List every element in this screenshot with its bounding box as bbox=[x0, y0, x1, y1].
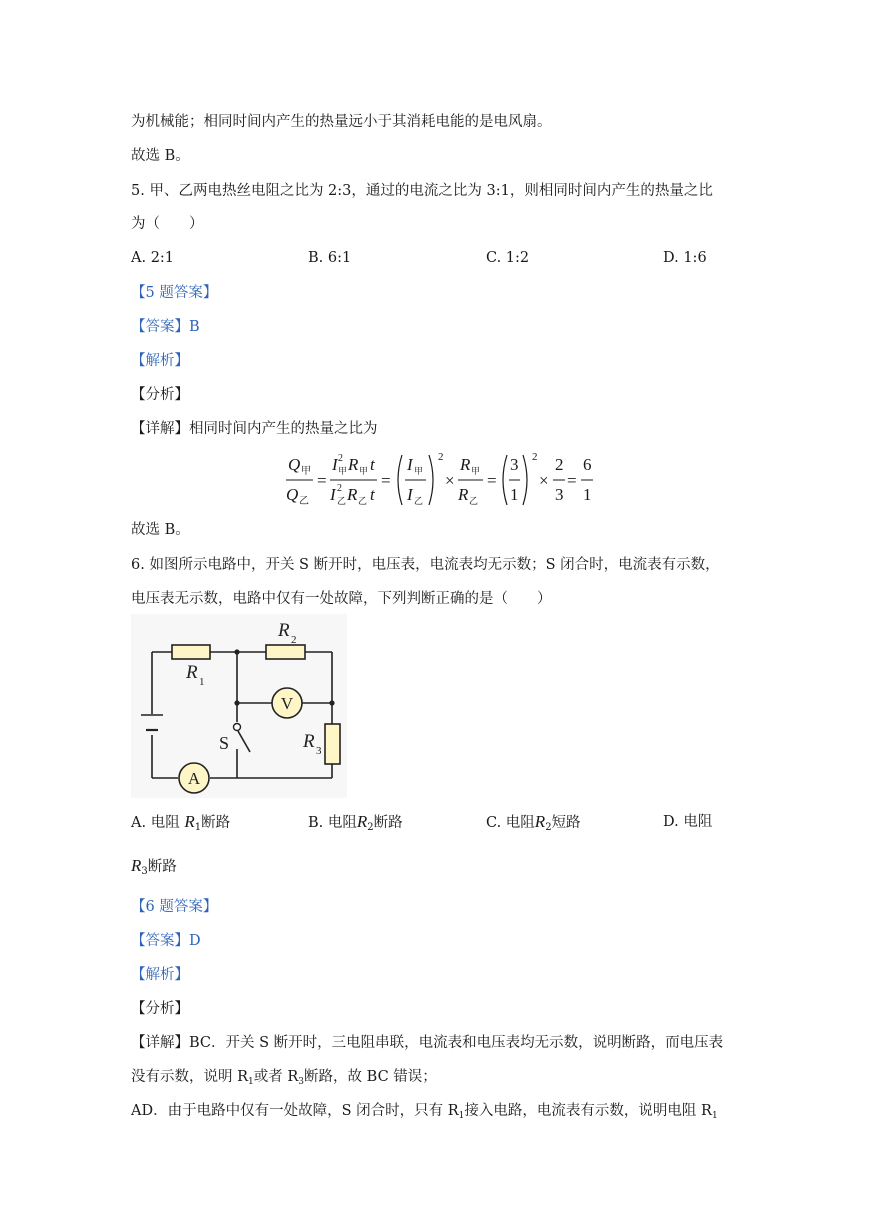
sub-yi: 乙 bbox=[299, 496, 309, 507]
subscript: 3 bbox=[298, 1077, 305, 1087]
r2-subscript: 2 bbox=[291, 634, 297, 646]
r-symbol: R bbox=[534, 812, 546, 831]
detail-text: 没有示数，说明 R bbox=[131, 1069, 249, 1085]
question-6-stem: 6. 如图所示电路中，开关 S 断开时，电压表，电流表均无示数；S 闭合时，电流表有示数， bbox=[131, 557, 720, 573]
r-symbol: R bbox=[131, 856, 142, 875]
switch-label: S bbox=[219, 733, 230, 753]
equals-sign: = bbox=[487, 471, 497, 490]
voltmeter-label: V bbox=[280, 694, 294, 713]
subscript: 2 bbox=[367, 822, 374, 833]
option-text: 断路 bbox=[201, 815, 231, 831]
sub-yi: 乙 bbox=[358, 496, 368, 506]
text-line: 故选 B。 bbox=[131, 148, 190, 164]
detail-text: AD．由于电路中仅有一处故障，S 闭合时，只有 R bbox=[131, 1103, 459, 1119]
i-symbol: I bbox=[407, 485, 413, 504]
question-5-stem: 5. 甲、乙两电热丝电阻之比为 2:3，通过的电流之比为 3:1，则相同时间内产生的热量之比 bbox=[131, 183, 713, 199]
q5-analysis-heading: 【解析】 bbox=[131, 353, 189, 369]
detail-text: 或者 R bbox=[253, 1069, 299, 1085]
q6-option-a bbox=[131, 812, 230, 838]
q6-option-d-cont bbox=[131, 856, 177, 882]
question-5-stem-cont: 为（ ） bbox=[131, 216, 204, 232]
r-symbol: R bbox=[356, 812, 368, 831]
option-text: B. 电阻 bbox=[308, 815, 357, 831]
i-symbol: I bbox=[407, 455, 413, 474]
q6-detail-1: 【详解】BC．开关 S 断开时，三电阻串联，电流表和电压表均无示数，说明断路，而电压表 bbox=[131, 1035, 724, 1051]
option-text: 断路 bbox=[147, 859, 177, 875]
times-sign: × bbox=[445, 471, 455, 490]
q5-option-d: D. 1:6 bbox=[663, 250, 707, 266]
times-sign: × bbox=[539, 471, 549, 490]
subscript: 1 bbox=[711, 1111, 718, 1121]
text-line: 为机械能；相同时间内产生的热量远小于其消耗电能的是电风扇。 bbox=[131, 114, 552, 130]
circuit-diagram bbox=[131, 614, 347, 798]
subscript: 1 bbox=[248, 1077, 254, 1087]
fraction-number: 3 bbox=[510, 455, 519, 474]
square: 2 bbox=[337, 483, 342, 494]
sub-yi: 乙 bbox=[337, 496, 347, 506]
i-symbol: I bbox=[330, 485, 336, 504]
option-text: 断路 bbox=[373, 815, 403, 831]
r-symbol: R bbox=[460, 455, 471, 474]
q-yi-den: Q bbox=[286, 485, 299, 504]
r-symbol: R bbox=[348, 455, 359, 474]
fraction-number: 2 bbox=[555, 455, 564, 474]
fraction-number: 6 bbox=[583, 455, 592, 474]
square: 2 bbox=[532, 451, 538, 463]
sub-jia: 甲 bbox=[301, 466, 311, 477]
sub-jia: 甲 bbox=[414, 466, 424, 476]
fraction-number: 3 bbox=[555, 485, 564, 504]
q6-answer: 【答案】D bbox=[131, 933, 201, 949]
q6-analysis-heading: 【解析】 bbox=[131, 967, 189, 983]
r1-subscript: 1 bbox=[199, 676, 205, 688]
resistor-r3 bbox=[325, 724, 340, 764]
option-text: A. 电阻 bbox=[131, 815, 185, 831]
q5-detail: 【详解】相同时间内产生的热量之比为 bbox=[131, 421, 378, 437]
square: 2 bbox=[438, 451, 444, 463]
r3-subscript: 3 bbox=[316, 745, 322, 757]
q5-answer: 【答案】B bbox=[131, 319, 200, 335]
sub-yi: 乙 bbox=[469, 496, 479, 506]
r3-label: R bbox=[303, 731, 315, 752]
sub-yi: 乙 bbox=[414, 496, 424, 506]
i-symbol: I bbox=[332, 455, 338, 474]
q5-option-b: B. 6:1 bbox=[308, 250, 352, 266]
subscript: 1 bbox=[458, 1111, 465, 1121]
q6-option-d: D. 电阻 bbox=[663, 814, 713, 830]
r-symbol: R bbox=[458, 485, 469, 504]
q5-fenxi: 【分析】 bbox=[131, 387, 189, 403]
q6-detail-2 bbox=[131, 1067, 437, 1092]
t-symbol: t bbox=[370, 485, 375, 504]
q5-option-a: A. 2:1 bbox=[131, 250, 175, 266]
q6-option-c bbox=[486, 812, 581, 838]
resistor-r1 bbox=[172, 645, 210, 659]
ammeter-label: A bbox=[187, 769, 201, 788]
square: 2 bbox=[338, 453, 343, 464]
option-text: C. 电阻 bbox=[486, 815, 535, 831]
equals-sign: = bbox=[567, 471, 577, 490]
sub-jia: 甲 bbox=[338, 466, 348, 476]
q5-option-c: C. 1:2 bbox=[486, 250, 530, 266]
subscript: 2 bbox=[545, 822, 552, 833]
sub-jia: 甲 bbox=[359, 466, 369, 476]
q5-answer-heading: 【5 题答案】 bbox=[131, 285, 218, 301]
detail-text: 接入电路，电流表有示数，说明电阻 R bbox=[464, 1103, 712, 1119]
q5-conclusion: 故选 B。 bbox=[131, 522, 190, 538]
subscript: 3 bbox=[141, 866, 148, 877]
r2-label: R bbox=[278, 620, 290, 641]
r-symbol: R bbox=[347, 485, 358, 504]
heat-ratio-formula bbox=[280, 448, 600, 514]
option-text: 短路 bbox=[551, 815, 581, 831]
r-symbol: R bbox=[184, 812, 195, 831]
fraction-number: 1 bbox=[510, 485, 519, 504]
fraction-number: 1 bbox=[583, 485, 592, 504]
resistor-r2 bbox=[266, 645, 305, 659]
sub-jia: 甲 bbox=[471, 466, 481, 476]
t-symbol: t bbox=[370, 455, 375, 474]
q6-fenxi: 【分析】 bbox=[131, 1001, 189, 1017]
detail-text: 断路，故 BC 错误； bbox=[304, 1069, 437, 1085]
equals-sign: = bbox=[317, 471, 327, 490]
q6-detail-3 bbox=[131, 1101, 718, 1126]
q6-answer-heading: 【6 题答案】 bbox=[131, 899, 218, 915]
q-jia-num: Q bbox=[288, 455, 301, 474]
equals-sign: = bbox=[381, 471, 391, 490]
switch-contact bbox=[234, 724, 241, 731]
subscript: 1 bbox=[194, 822, 202, 833]
r1-label: R bbox=[186, 662, 198, 683]
question-6-stem-cont: 电压表无示数，电路中仅有一处故障，下列判断正确的是（ ） bbox=[131, 591, 552, 607]
q6-option-b bbox=[308, 812, 403, 838]
